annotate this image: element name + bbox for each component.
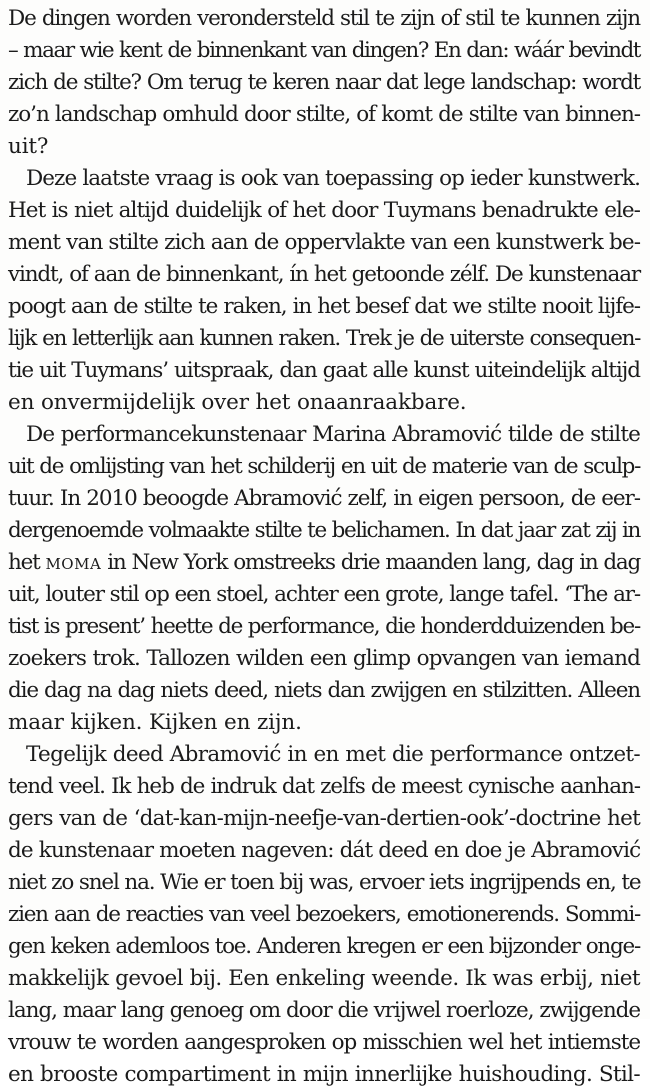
text-line: lijk en letterlijk aan kunnen raken. Trek je de uiterste consequen- — [8, 326, 640, 351]
museum-acronym: moma — [45, 550, 102, 575]
text-line: de kunstenaar moeten nageven: dát deed en doe je Abramović — [8, 838, 641, 863]
text-line: uit, louter stil op een stoel, achter een grote, lange tafel. ‘The ar- — [8, 582, 640, 607]
text-line: poogt aan de stilte te raken, in het besef dat we stilte nooit lijfe- — [8, 294, 640, 319]
text-line — [8, 547, 640, 579]
text-line: maar kijken. Kijken en zijn. — [8, 710, 302, 735]
text-line: dergenoemde volmaakte stilte te belichamen. In dat jaar zat zij in — [8, 518, 640, 543]
text-line: gen keken ademloos toe. Anderen kregen er een bijzonder onge- — [8, 934, 640, 959]
text-line: uit? — [8, 134, 49, 159]
text-line: ment van stilte zich aan de oppervlakte van een kunstwerk be- — [8, 230, 641, 255]
text-line: – maar wie kent de binnenkant van dingen? En dan: wáár bevindt — [8, 38, 640, 63]
text-line: lang, maar lang genoeg om door die vrijwel roerloze, zwijgende — [8, 998, 640, 1023]
text-line: De dingen worden verondersteld stil te zijn of stil te kunnen zijn — [8, 6, 640, 31]
text-line: zien aan de reacties van veel bezoekers, emotionerends. Sommi- — [8, 902, 640, 927]
text-line: tie uit Tuymans’ uitspraak, dan gaat alle kunst uiteindelijk altijd — [8, 358, 640, 383]
text-line: vrouw te worden aangesproken op misschien wel het intiemste — [8, 1030, 640, 1055]
text-segment: in New York omstreeks drie maanden lang, dag in dag — [101, 550, 641, 575]
text-line: De performancekunstenaar Marina Abramović tilde de stilte — [26, 422, 640, 447]
text-line: zoekers trok. Tallozen wilden een glimp opvangen van iemand — [8, 646, 640, 671]
text-line: niet zo snel na. Wie er toen bij was, ervoer iets ingrijpends en, te — [8, 870, 641, 895]
text-line: die dag na dag niets deed, niets dan zwijgen en stilzitten. Alleen — [8, 678, 640, 703]
body-text — [8, 3, 640, 1091]
text-line: en brooste compartiment in mijn innerlijke huishouding. Stil- — [8, 1062, 640, 1087]
text-line: uit de omlijsting van het schilderij en uit de materie van de sculp- — [8, 454, 640, 479]
text-line: tuur. In 2010 beoogde Abramović zelf, in eigen persoon, de eer- — [8, 486, 640, 511]
text-line: Tegelijk deed Abramović in en met die performance ontzet- — [26, 742, 640, 767]
text-line: zich de stilte? Om terug te keren naar dat lege landschap: wordt — [8, 70, 640, 95]
text-segment: het — [8, 550, 46, 575]
text-line: zo’n landschap omhuld door stilte, of komt de stilte van binnen- — [8, 102, 640, 127]
text-line: vindt, of aan de binnenkant, ín het getoonde zélf. De kunstenaar — [8, 262, 640, 287]
text-line: makkelijk gevoel bij. Een enkeling weende. Ik was erbij, niet — [8, 966, 640, 991]
text-line: Deze laatste vraag is ook van toepassing op ieder kunstwerk. — [26, 166, 640, 191]
text-line: tend veel. Ik heb de indruk dat zelfs de meest cynische aanhan- — [8, 774, 640, 799]
text-line: en onvermijdelijk over het onaanraakbare. — [8, 390, 467, 415]
text-line: gers van de ‘dat-kan-mijn-neefje-van-dertien-ook’-doctrine het — [8, 806, 640, 831]
text-line: tist is present’ heette de performance, die honderdduizenden be- — [8, 614, 640, 639]
text-line: Het is niet altijd duidelijk of het door Tuymans benadrukte ele- — [8, 198, 640, 223]
